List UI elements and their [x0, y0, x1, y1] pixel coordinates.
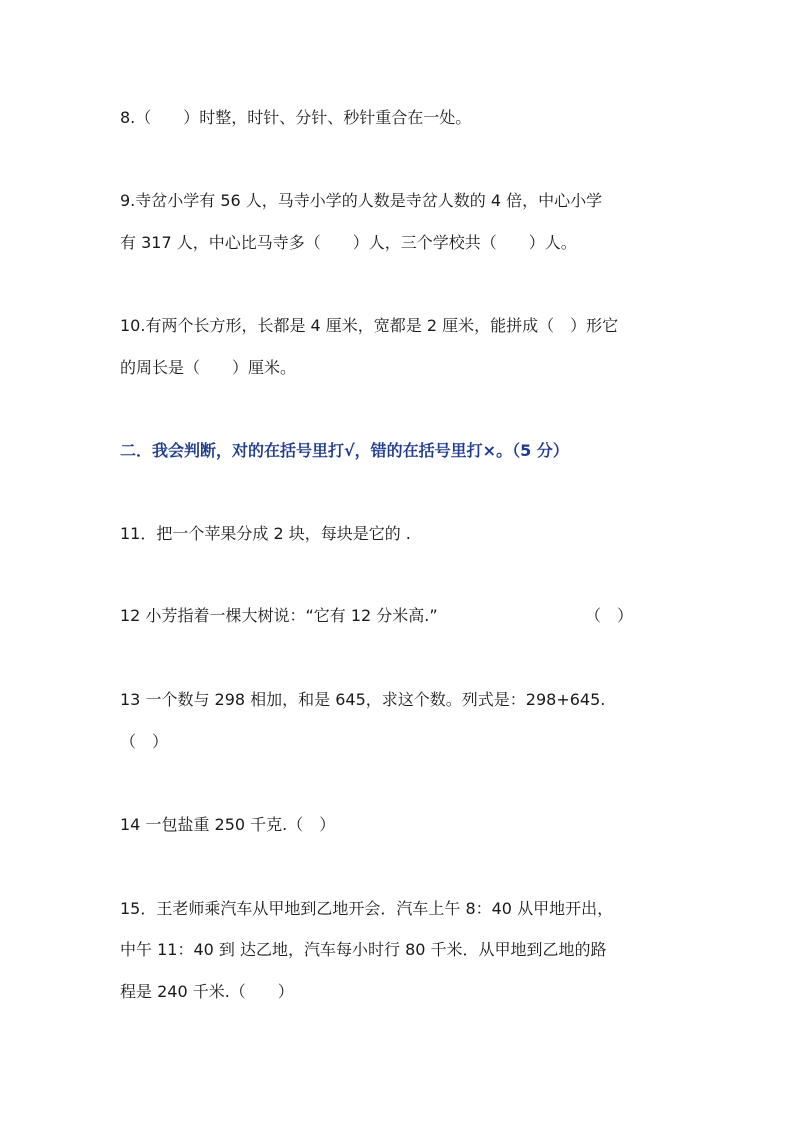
question-13-line-1: 13 一个数与 298 相加，和是 645，求这个数。列式是：298+645.: [120, 690, 606, 709]
question-8-line-1: 8.（ ）时整，时针、分针、秒针重合在一处。: [120, 108, 472, 127]
question-14-line-1: 14 一包盐重 250 千克.（ ）: [120, 815, 336, 834]
question-10-line-1: 10.有两个长方形，长都是 4 厘米，宽都是 2 厘米，能拼成（ ）形它: [120, 316, 619, 335]
question-12-answer-blank: （ ）: [585, 606, 634, 625]
question-10-line-2: 的周长是（ ）厘米。: [120, 358, 297, 377]
question-9-line-2: 有 317 人，中心比马寺多（ ）人，三个学校共（ ）人。: [120, 233, 577, 252]
question-12-text: 12 小芳指着一棵大树说：“它有 12 分米高.”: [120, 606, 438, 625]
question-15-line-2: 中午 11：40 到 达乙地，汽车每小时行 80 千米．从甲地到乙地的路: [120, 940, 607, 959]
question-11-line-1: 11．把一个苹果分成 2 块，每块是它的 .: [120, 524, 411, 543]
question-15-line-1: 15．王老师乘汽车从甲地到乙地开会．汽车上午 8：40 从甲地开出，: [120, 899, 614, 918]
question-15-line-3: 程是 240 千米.（ ）: [120, 982, 294, 1001]
section-2-heading: 二．我会判断，对的在括号里打√，错的在括号里打×。（5 分）: [120, 441, 569, 460]
question-9-line-1: 9.寺岔小学有 56 人，马寺小学的人数是寺岔人数的 4 倍，中心小学: [120, 191, 603, 210]
question-13-answer-blank: （ ）: [120, 732, 169, 751]
